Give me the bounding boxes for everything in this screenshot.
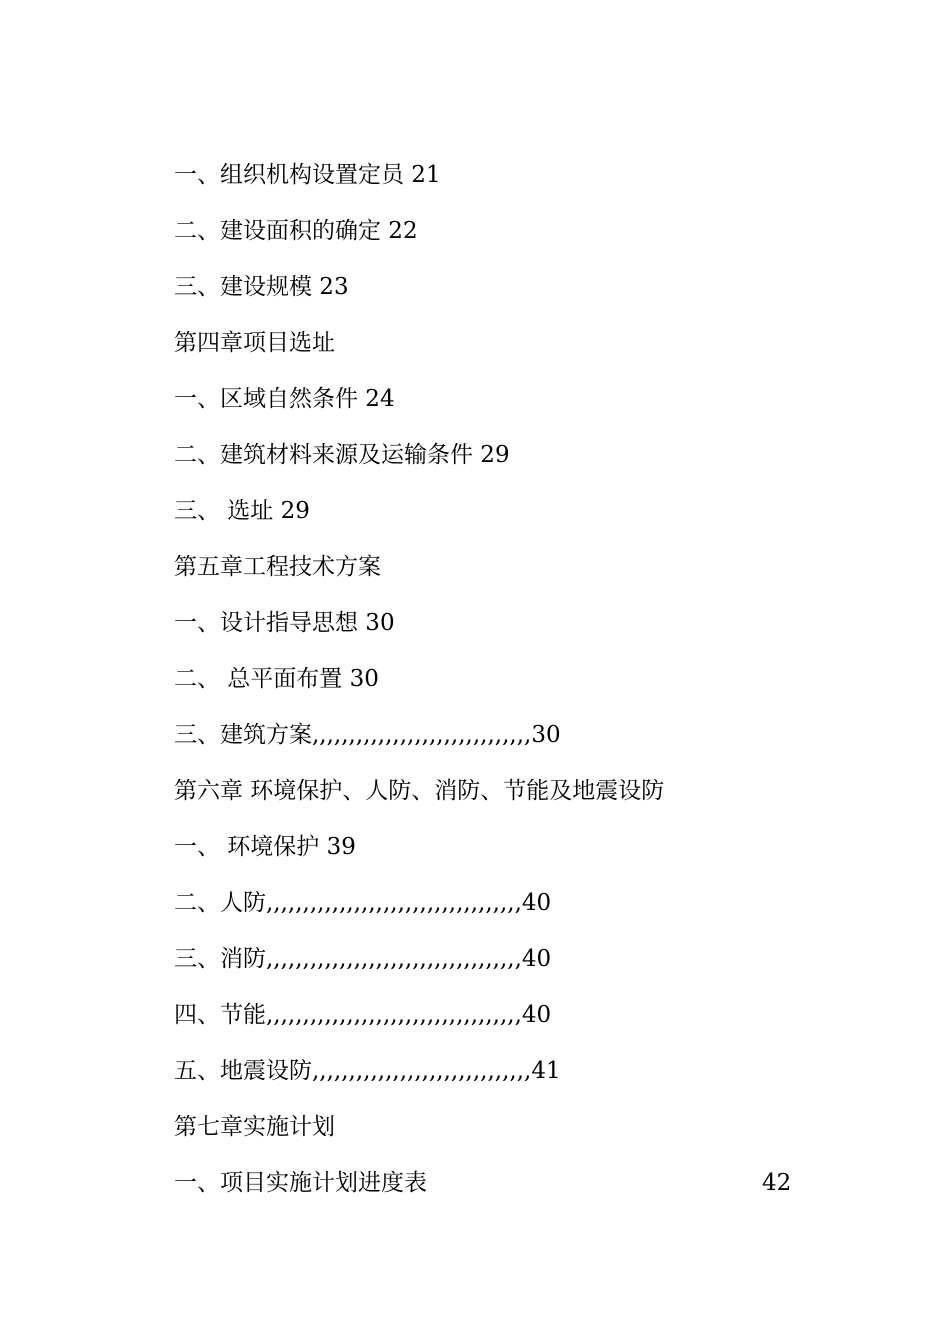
table-of-contents — [174, 158, 814, 1222]
toc-entry-architecture-plan: 三、建筑方案,,,,,,,,,,,,,,,,,,,,,,,,,,,,,,30 — [174, 722, 561, 748]
toc-entry-schedule-title: 一、项目实施计划进度表 — [174, 1170, 427, 1196]
toc-entry-general-layout: 二、 总平面布置 30 — [174, 666, 379, 692]
toc-entry-design-guideline: 一、设计指导思想 30 — [174, 610, 395, 636]
toc-entry-natural-conditions: 一、区域自然条件 24 — [174, 386, 395, 412]
toc-entry-site: 三、 选址 29 — [174, 498, 310, 524]
toc-entry-energy-saving: 四、节能,,,,,,,,,,,,,,,,,,,,,,,,,,,,,,,,,,,40 — [174, 1002, 552, 1028]
toc-entry-schedule-page: 42 — [762, 1170, 792, 1196]
toc-entry-organization-staffing: 一、组织机构设置定员 21 — [174, 162, 441, 188]
toc-entry-construction-scale: 三、建设规模 23 — [174, 274, 349, 300]
toc-entry-environment-protection: 一、 环境保护 39 — [174, 834, 356, 860]
toc-chapter-7-implementation: 第七章实施计划 — [174, 1114, 335, 1140]
toc-entry-schedule — [174, 1166, 814, 1222]
toc-chapter-4-site-selection: 第四章项目选址 — [174, 330, 335, 356]
toc-entry-civil-defense: 二、人防,,,,,,,,,,,,,,,,,,,,,,,,,,,,,,,,,,,40 — [174, 890, 552, 916]
toc-entry-fire-protection: 三、消防,,,,,,,,,,,,,,,,,,,,,,,,,,,,,,,,,,,40 — [174, 946, 552, 972]
toc-entry-materials-transport: 二、建筑材料来源及运输条件 29 — [174, 442, 510, 468]
toc-entry-earthquake-defense: 五、地震设防,,,,,,,,,,,,,,,,,,,,,,,,,,,,,,41 — [174, 1058, 561, 1084]
toc-chapter-5-engineering-plan: 第五章工程技术方案 — [174, 554, 381, 580]
toc-chapter-6-environment-safety: 第六章 环境保护、人防、消防、节能及地震设防 — [174, 778, 665, 804]
toc-entry-building-area: 二、建设面积的确定 22 — [174, 218, 418, 244]
